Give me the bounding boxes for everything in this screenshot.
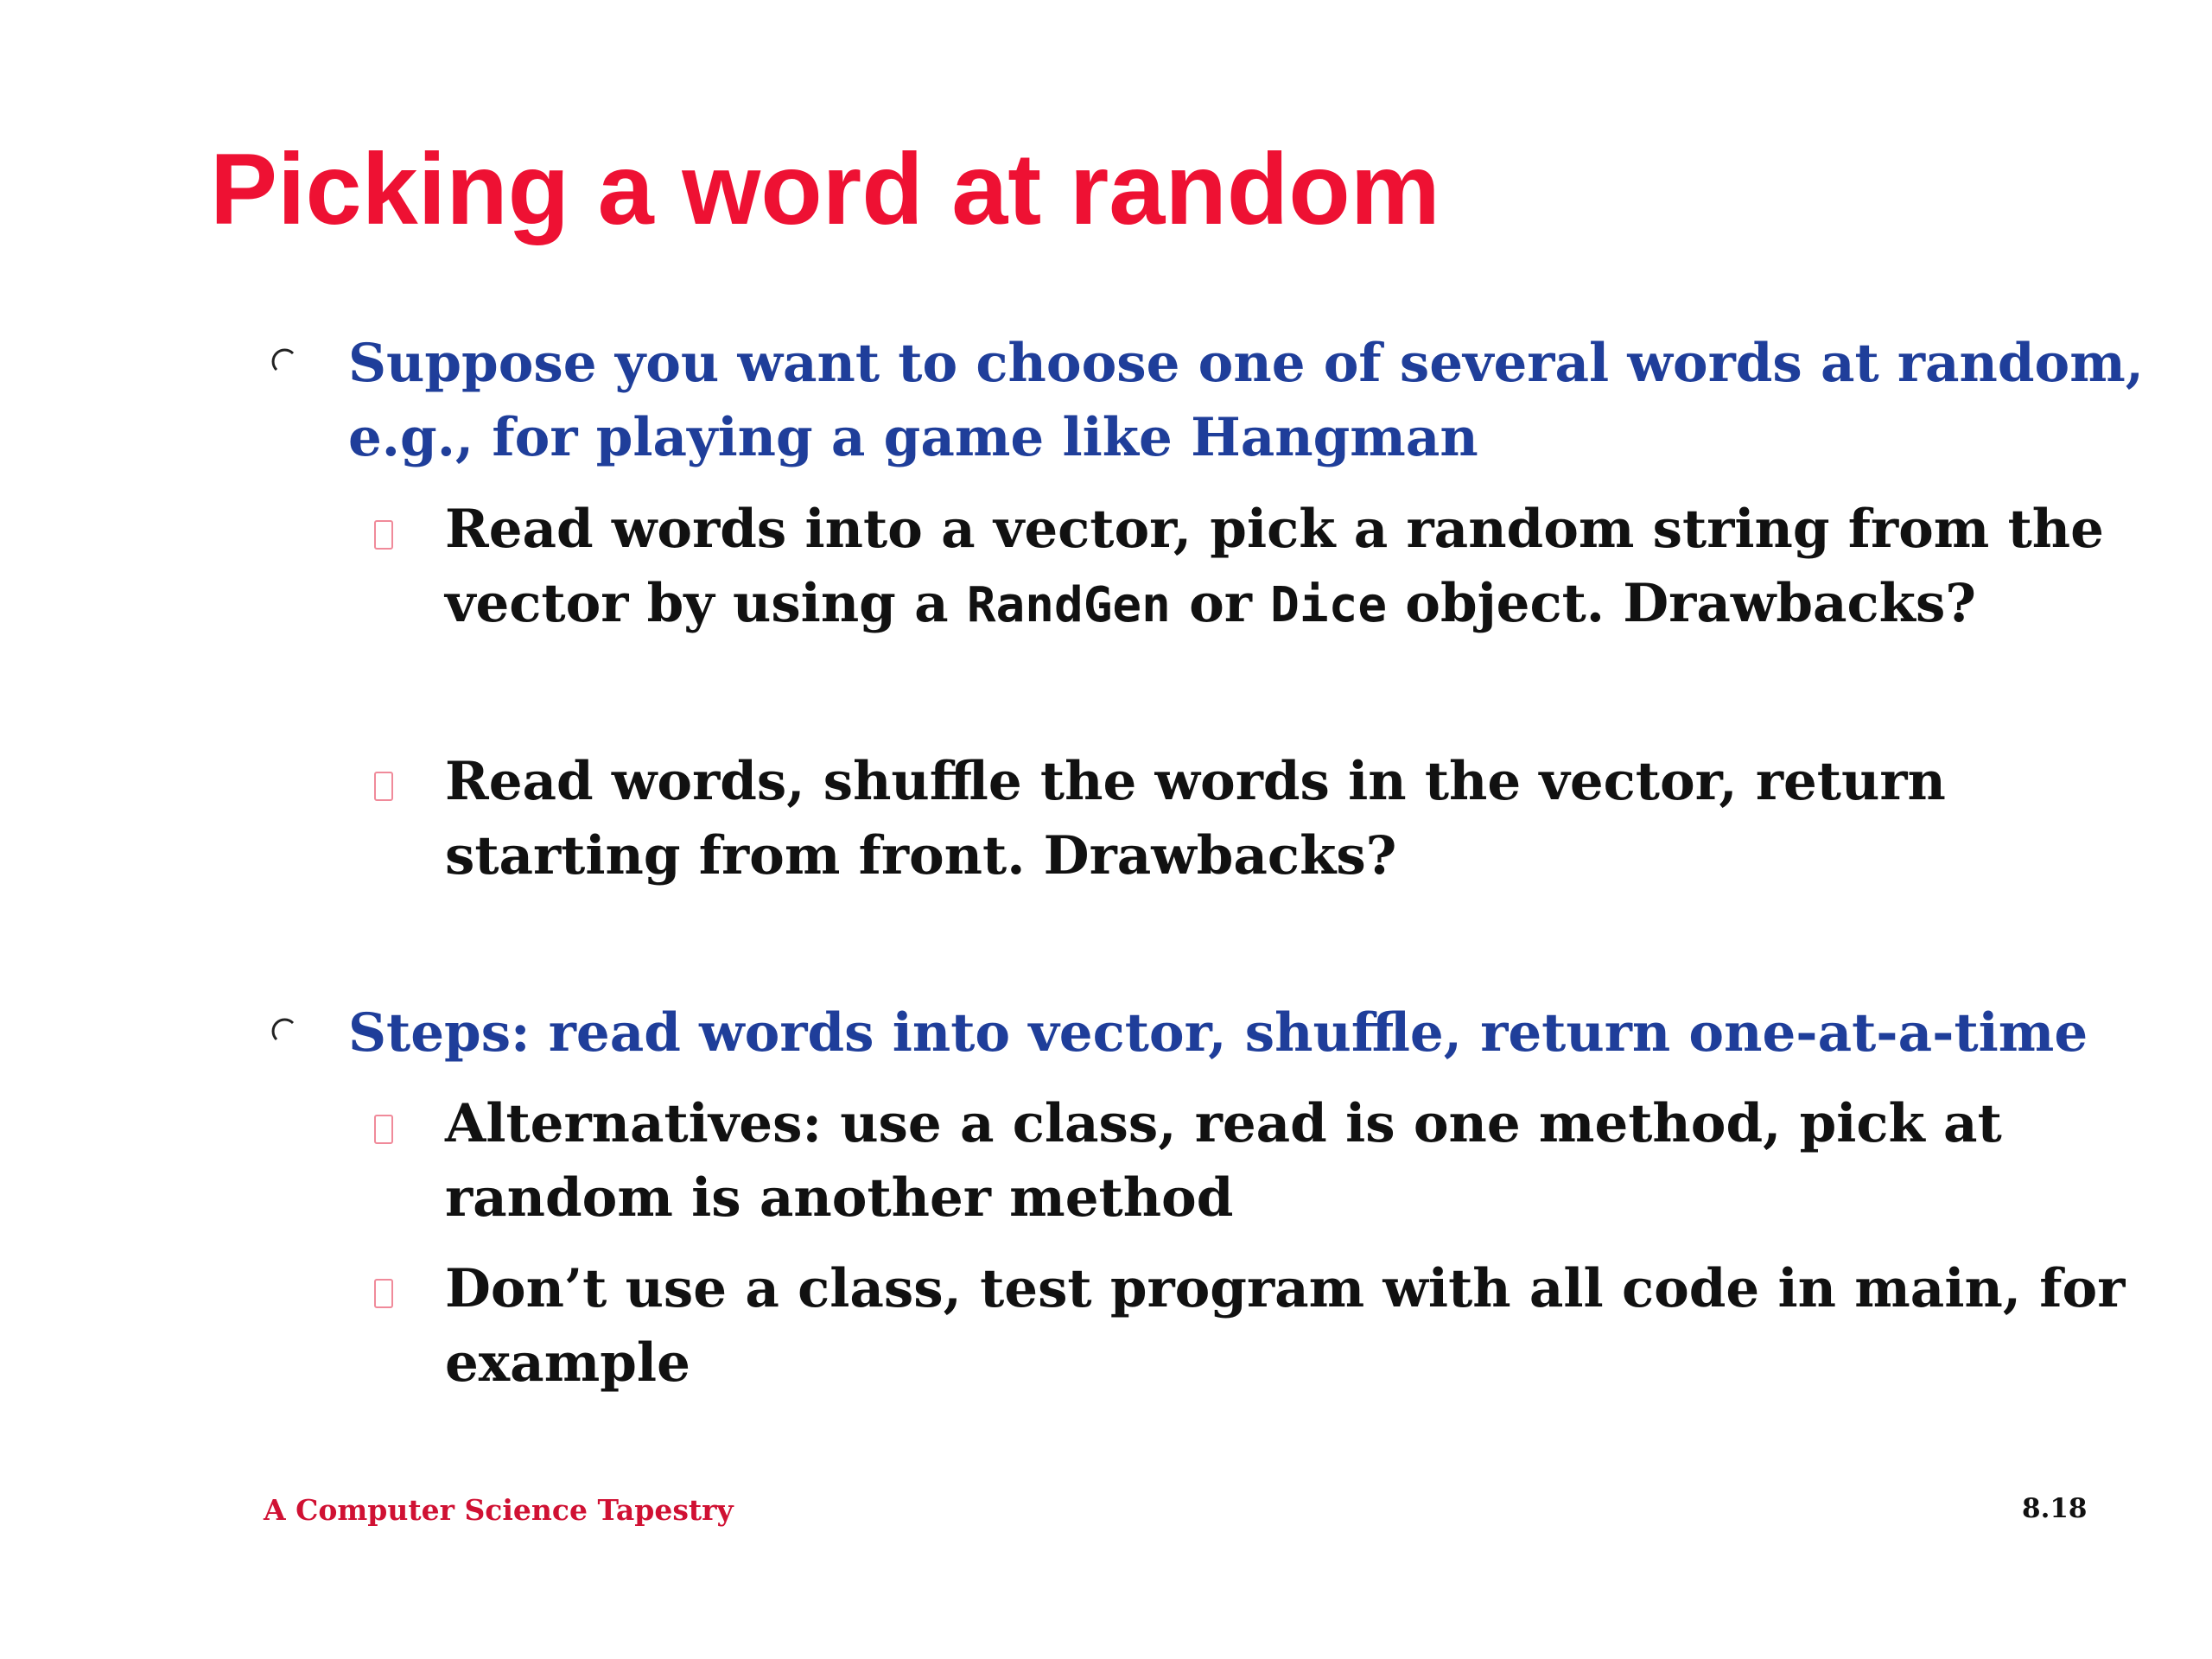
code-randgen: RandGen — [966, 577, 1171, 633]
square-bullet-icon — [374, 1115, 393, 1144]
subbullet-1-1-text — [445, 493, 2182, 643]
bullet-1-text: Suppose you want to choose one of several words at random, e.g., for playing a game like Hangman — [348, 333, 2145, 468]
open-circle-bullet-icon — [269, 1015, 298, 1045]
square-bullet-icon — [374, 772, 393, 801]
subbullet-1-2-text: Read words, shuffle the words in the vector, return starting from front. Drawbacks? — [445, 751, 1946, 887]
footer-slide-number: 8.18 — [2022, 1493, 2088, 1524]
subbullet-2-1-text: Alternatives: use a class, read is one method, pick at random is another method — [445, 1093, 2002, 1229]
code-dice: Dice — [1270, 577, 1388, 633]
subbullet-1-1-part2: or — [1170, 573, 1271, 634]
subbullet-1-1-part3: object. Drawbacks? — [1387, 573, 1977, 634]
bullet-2-text: Steps: read words into vector, shuffle, return one-at-a-time — [348, 1002, 2088, 1064]
subbullet-1-1-part1: Read words into a vector, pick a random string from the vector by using a — [445, 499, 2104, 634]
subbullet-2-2-text: Don’t use a class, test program with all code in main, for example — [445, 1258, 2126, 1394]
open-circle-bullet-icon — [269, 346, 298, 375]
footer-course-title: A Computer Science Tapestry — [264, 1493, 734, 1527]
square-bullet-icon — [374, 520, 393, 550]
slide-title: Picking a word at random — [210, 132, 1440, 245]
square-bullet-icon — [374, 1279, 393, 1308]
